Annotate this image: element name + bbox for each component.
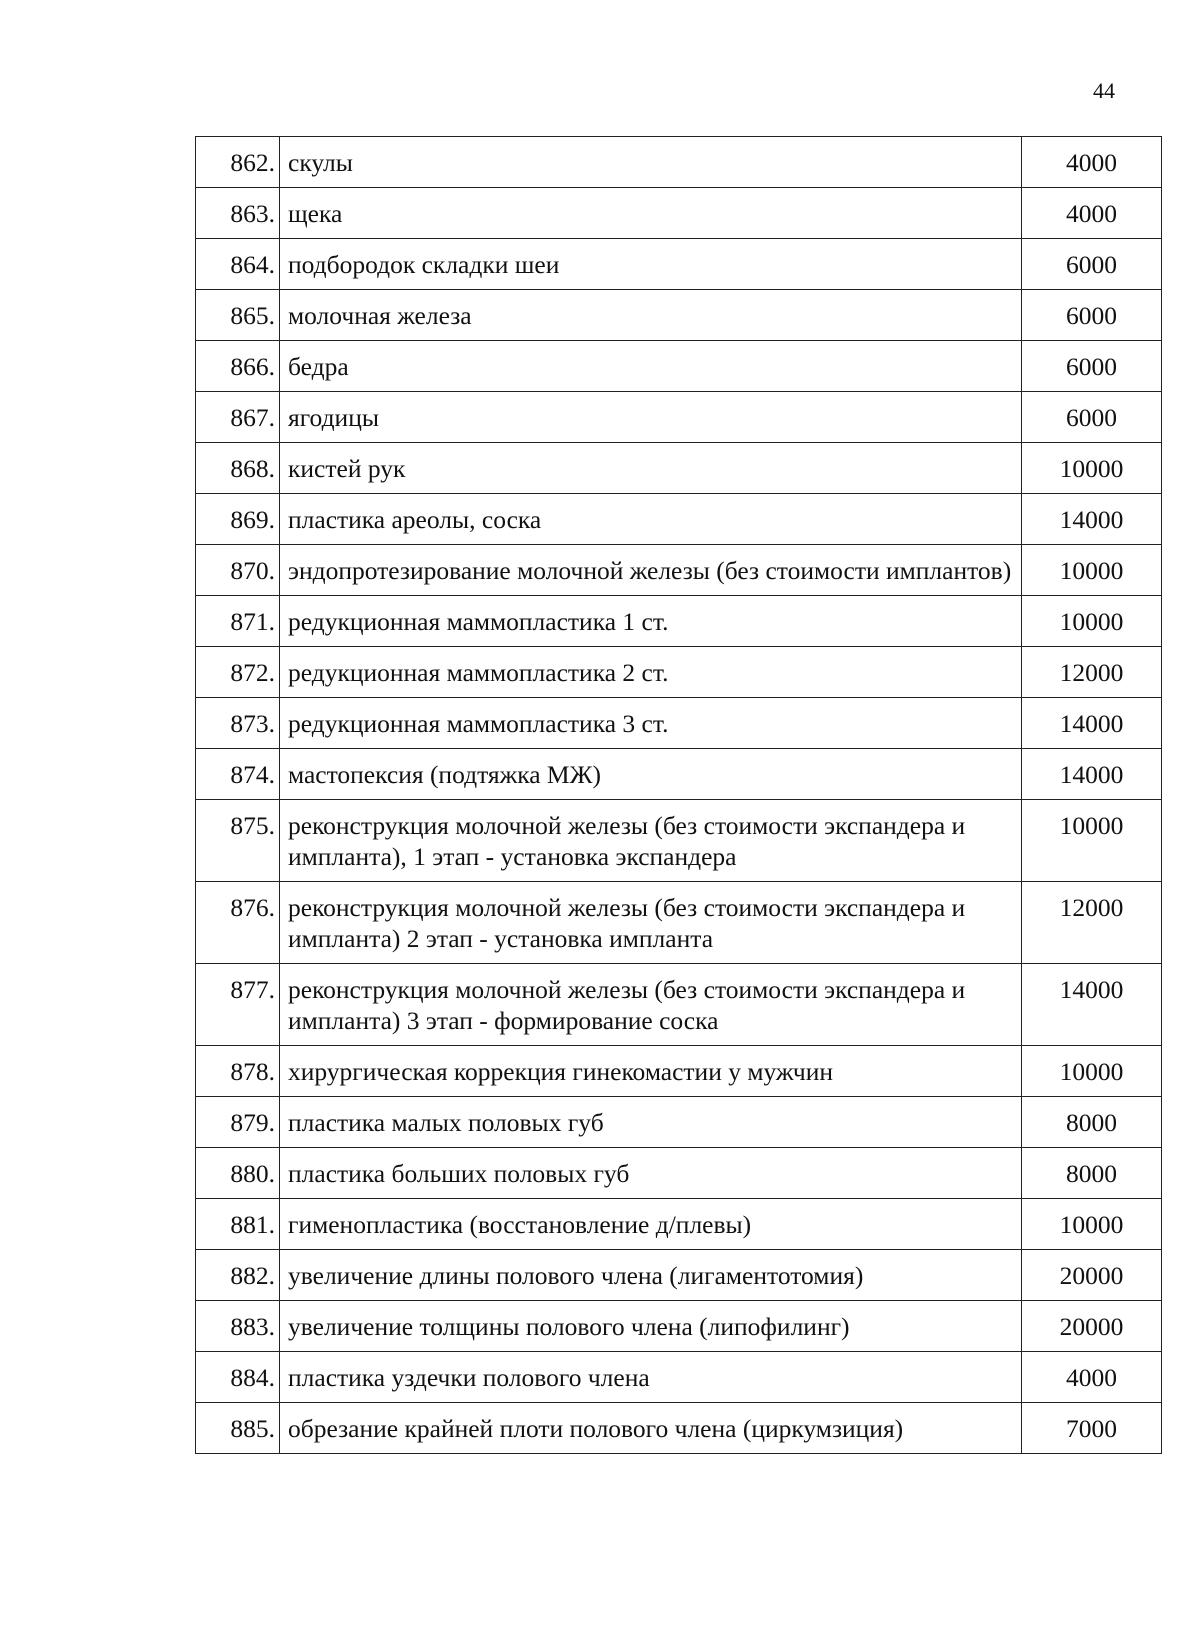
row-number-cell: 868. (196, 443, 280, 494)
price-cell: 14000 (1022, 494, 1162, 545)
service-name-cell: бедра (280, 341, 1022, 392)
row-number-cell: 871. (196, 596, 280, 647)
price-table (195, 136, 1162, 1454)
price-cell: 6000 (1022, 239, 1162, 290)
row-number-cell: 883. (196, 1301, 280, 1352)
price-cell: 10000 (1022, 596, 1162, 647)
price-cell: 14000 (1022, 698, 1162, 749)
table-row (196, 1046, 1162, 1097)
row-number-cell: 874. (196, 749, 280, 800)
row-number-cell: 872. (196, 647, 280, 698)
price-cell: 20000 (1022, 1250, 1162, 1301)
row-number-cell: 864. (196, 239, 280, 290)
table-row (196, 698, 1162, 749)
table-row (196, 882, 1162, 964)
table-row (196, 1148, 1162, 1199)
service-name-cell: реконструкция молочной железы (без стоимости экспандера и импланта) 3 этап - формирование соска (280, 964, 1022, 1046)
page-number: 44 (1093, 78, 1115, 103)
table-row (196, 1403, 1162, 1454)
table-row (196, 1097, 1162, 1148)
price-cell: 12000 (1022, 647, 1162, 698)
row-number-cell: 873. (196, 698, 280, 749)
row-number-cell: 885. (196, 1403, 280, 1454)
service-name-cell: увеличение толщины полового члена (липофилинг) (280, 1301, 1022, 1352)
price-cell: 12000 (1022, 882, 1162, 964)
table-row (196, 443, 1162, 494)
row-number-cell: 870. (196, 545, 280, 596)
row-number-cell: 869. (196, 494, 280, 545)
price-cell: 10000 (1022, 545, 1162, 596)
service-name-cell: скулы (280, 137, 1022, 188)
service-name-cell: мастопексия (подтяжка МЖ) (280, 749, 1022, 800)
table-row (196, 494, 1162, 545)
table-row (196, 1199, 1162, 1250)
table-row (196, 545, 1162, 596)
service-name-cell: кистей рук (280, 443, 1022, 494)
table-row (196, 749, 1162, 800)
table-row (196, 1250, 1162, 1301)
row-number-cell: 884. (196, 1352, 280, 1403)
service-name-cell: редукционная маммопластика 2 ст. (280, 647, 1022, 698)
row-number-cell: 865. (196, 290, 280, 341)
price-cell: 8000 (1022, 1097, 1162, 1148)
table-row (196, 239, 1162, 290)
price-cell: 4000 (1022, 137, 1162, 188)
service-name-cell: молочная железа (280, 290, 1022, 341)
service-name-cell: подбородок складки шеи (280, 239, 1022, 290)
table-row (196, 1301, 1162, 1352)
price-cell: 10000 (1022, 1046, 1162, 1097)
table-row (196, 647, 1162, 698)
price-cell: 6000 (1022, 341, 1162, 392)
table-row (196, 1352, 1162, 1403)
row-number-cell: 879. (196, 1097, 280, 1148)
table-row (196, 800, 1162, 882)
row-number-cell: 880. (196, 1148, 280, 1199)
table-row (196, 341, 1162, 392)
price-cell: 20000 (1022, 1301, 1162, 1352)
service-name-cell: щека (280, 188, 1022, 239)
row-number-cell: 878. (196, 1046, 280, 1097)
service-name-cell: редукционная маммопластика 3 ст. (280, 698, 1022, 749)
service-name-cell: реконструкция молочной железы (без стоимости экспандера и импланта) 2 этап - установка импланта (280, 882, 1022, 964)
table-row (196, 188, 1162, 239)
row-number-cell: 882. (196, 1250, 280, 1301)
service-name-cell: пластика уздечки полового члена (280, 1352, 1022, 1403)
row-number-cell: 881. (196, 1199, 280, 1250)
price-cell: 10000 (1022, 443, 1162, 494)
row-number-cell: 867. (196, 392, 280, 443)
service-name-cell: пластика малых половых губ (280, 1097, 1022, 1148)
service-name-cell: гименопластика (восстановление д/плевы) (280, 1199, 1022, 1250)
price-cell: 4000 (1022, 1352, 1162, 1403)
table-row (196, 964, 1162, 1046)
price-cell: 6000 (1022, 392, 1162, 443)
price-cell: 8000 (1022, 1148, 1162, 1199)
row-number-cell: 866. (196, 341, 280, 392)
service-name-cell: обрезание крайней плоти полового члена (циркумзиция) (280, 1403, 1022, 1454)
service-name-cell: пластика ареолы, соска (280, 494, 1022, 545)
row-number-cell: 877. (196, 964, 280, 1046)
service-name-cell: редукционная маммопластика 1 ст. (280, 596, 1022, 647)
price-cell: 10000 (1022, 1199, 1162, 1250)
table-row (196, 137, 1162, 188)
table-row (196, 392, 1162, 443)
price-cell: 14000 (1022, 964, 1162, 1046)
price-table-body (196, 137, 1162, 1454)
row-number-cell: 863. (196, 188, 280, 239)
service-name-cell: ягодицы (280, 392, 1022, 443)
service-name-cell: хирургическая коррекция гинекомастии у мужчин (280, 1046, 1022, 1097)
price-cell: 7000 (1022, 1403, 1162, 1454)
row-number-cell: 862. (196, 137, 280, 188)
price-cell: 14000 (1022, 749, 1162, 800)
price-cell: 10000 (1022, 800, 1162, 882)
table-row (196, 290, 1162, 341)
price-cell: 4000 (1022, 188, 1162, 239)
service-name-cell: эндопротезирование молочной железы (без стоимости имплантов) (280, 545, 1022, 596)
service-name-cell: увеличение длины полового члена (лигаментотомия) (280, 1250, 1022, 1301)
row-number-cell: 876. (196, 882, 280, 964)
service-name-cell: реконструкция молочной железы (без стоимости экспандера и импланта), 1 этап - установка экспандера (280, 800, 1022, 882)
table-row (196, 596, 1162, 647)
row-number-cell: 875. (196, 800, 280, 882)
service-name-cell: пластика больших половых губ (280, 1148, 1022, 1199)
price-cell: 6000 (1022, 290, 1162, 341)
